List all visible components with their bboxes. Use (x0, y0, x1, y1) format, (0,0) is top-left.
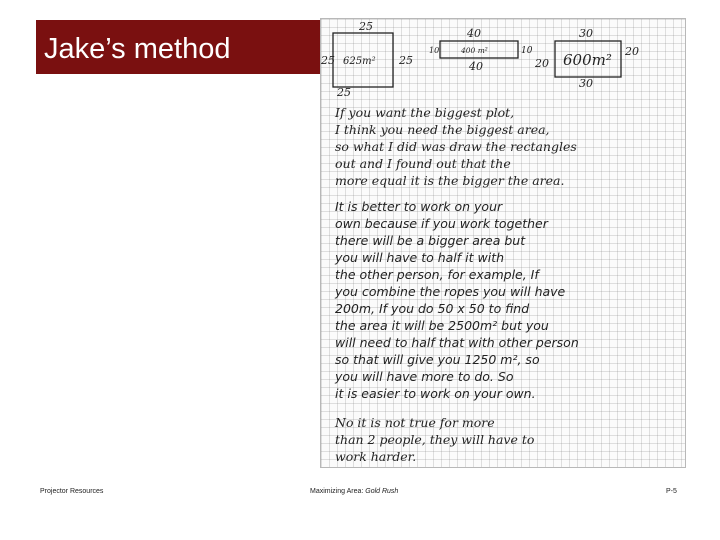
square-bottom-label: 25 (337, 86, 351, 99)
handwriting-line: It is better to work on your (335, 199, 503, 214)
rect1-right-label: 10 (521, 46, 533, 56)
rect2-left-label: 20 (535, 57, 549, 70)
handwriting-line: so what I did was draw the rectangles (335, 139, 577, 154)
handwriting-line: you will have to half it with (335, 250, 505, 265)
square-left-label: 25 (321, 54, 335, 67)
handwriting-line: I think you need the biggest area, (335, 122, 550, 137)
handwriting-line: If you want the biggest plot, (335, 105, 515, 120)
square-top-label: 25 (359, 20, 373, 33)
handwriting-line: than 2 people, they will have to (335, 432, 535, 447)
footer-left: Projector Resources (40, 488, 104, 495)
rect1-left-label: 10 (429, 46, 440, 55)
handwritten-scan (320, 18, 686, 468)
handwriting-line: the area it will be 2500m² but you (335, 318, 549, 333)
rect2-right-label: 20 (625, 45, 639, 58)
rect2-area-label: 600m² (563, 51, 612, 69)
handwriting-line: there will be a bigger area but (335, 233, 526, 248)
rect1-top-label: 40 (467, 27, 481, 40)
handwriting-line: 200m, If you do 50 x 50 to find (335, 301, 530, 316)
handwriting-line: you will have more to do. So (335, 369, 514, 384)
rect1-area-label: 400 m² (461, 46, 488, 55)
handwriting-line: so that will give you 1250 m², so (335, 352, 540, 367)
handwriting-line: you combine the ropes you will have (335, 284, 566, 299)
rectangle-sketches (321, 19, 685, 99)
square-right-label: 25 (399, 54, 413, 67)
handwriting-line: own because if you work together (335, 216, 548, 231)
handwriting-line: it is easier to work on your own. (335, 386, 536, 401)
footer-center-prefix: Maximizing Area: (310, 488, 366, 495)
handwriting-line: No it is not true for more (335, 415, 495, 430)
handwriting-line: the other person, for example, If (335, 267, 539, 282)
page-number: P-5 (666, 488, 677, 495)
handwriting-line: out and I found out that the (335, 156, 511, 171)
rect2-top-label: 30 (579, 27, 593, 40)
rect2-bottom-label: 30 (579, 77, 593, 90)
square-area-label: 625m² (343, 56, 376, 67)
footer-center (310, 488, 398, 495)
footer-center-emph: Gold Rush (365, 488, 399, 495)
handwriting-line: work harder. (335, 449, 417, 464)
rect1-bottom-label: 40 (469, 60, 483, 73)
handwriting-line: will need to half that with other person (335, 335, 579, 350)
handwriting-line: more equal it is the bigger the area. (335, 173, 565, 188)
slide-title: Jake’s method (44, 33, 231, 65)
